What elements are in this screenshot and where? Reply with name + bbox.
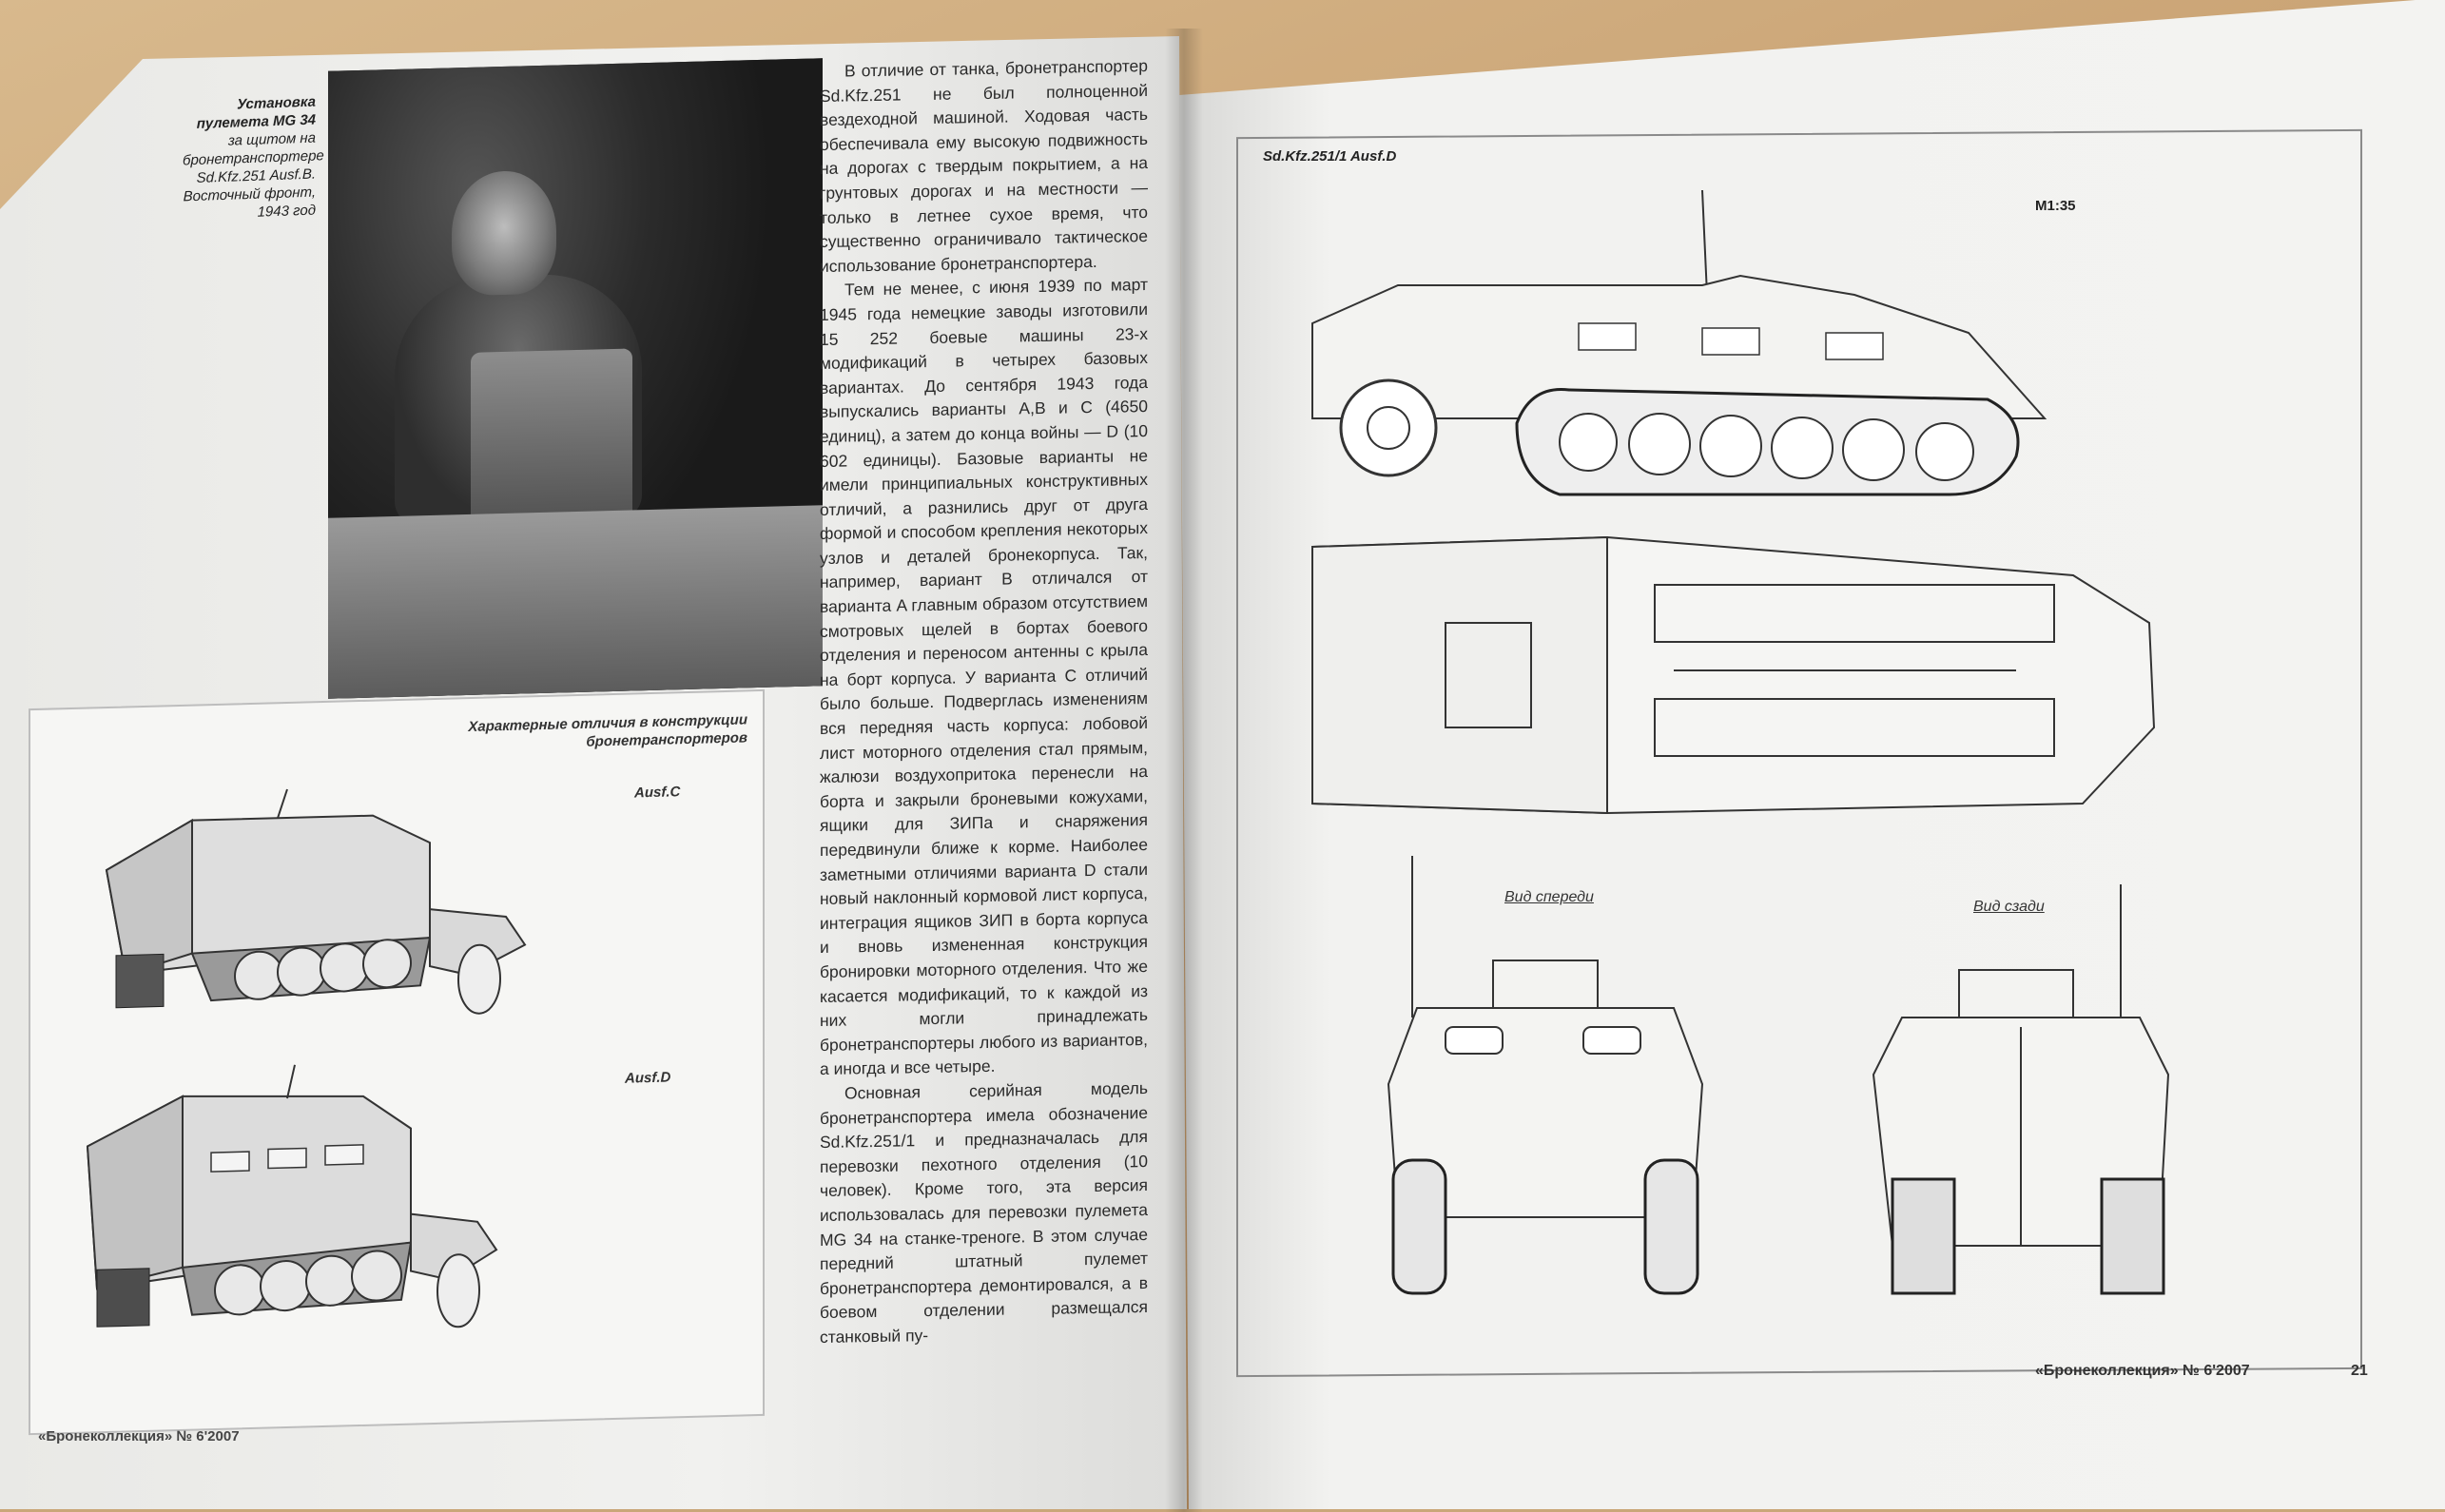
ausf-d-drawing xyxy=(49,1035,715,1356)
spine-gutter xyxy=(1165,29,1203,1512)
photo-vehicle-armor xyxy=(328,505,823,699)
article-paragraph: Тем не менее, с июня 1939 по март 1945 года немецкие заводы изготовили 15 252 боевые машины 23-х модификаций в четырех базовых вариантах. До сентября 1943 года выпускались варианты A,B и C (4650 единиц), а затем до конца войны — D (10 602 единицы). Базовые варианты не имели принципиальных конструктивных отличий, а разнились друг от друга формой и способом крепления некоторых узлов и деталей бронекорпуса. Так, например, вариант B отличался от варианта A главным образом отсутствием смотровых щелей в бортах боевого отделения и переносом антенны с крыла на борт корпуса. У варианта C отличий было больше. Подверглась изменениям вся передняя часть корпуса: лобовой лист моторного отделения стал прямым, жалюзи воздухопритока перенесли на борта и закрыли броневыми кожухами, ящики для ЗИПа и снаряжения передвинули ближе к корме. Наиболее заметными отличиями варианта D стали новый наклонный кормовой лист корпуса, интеграция ящиков ЗИП в борта корпуса и вновь измененная конструкция бронировки моторного отделения. Что же касается модификаций, то к каждой из них могли принадлежать бронетранспортеры любого из вариантов, а иногда и все четыре. xyxy=(820,275,1148,1079)
footer-right: «Бронеколлекция» № 6'2007 xyxy=(2035,1363,2250,1379)
blueprint-scale: M1:35 xyxy=(2035,198,2076,214)
rear-view-drawing xyxy=(1854,865,2197,1312)
photo-soldier-helmet xyxy=(452,170,556,297)
diagram-title: Характерные отличия в конструкции бронетранспортеров xyxy=(468,711,747,750)
article-paragraph: В отличие от танка, бронетранспортер Sd.Kfz.251 не был полноценной вездеходной машиной. Ходовая часть обеспечивала ему высокую подвижность на дорогах с твердым покрытием, а на грунтовых дорогах и на местности — только в летнее сухое время, что существенно ограничивало тактическое использование бронетранспортера. xyxy=(820,55,1148,276)
blueprint-title: Sd.Kfz.251/1 Ausf.D xyxy=(1263,148,1397,165)
side-view-drawing xyxy=(1284,181,2121,523)
front-view-drawing xyxy=(1369,846,1712,1322)
footer-left: «Бронеколлекция» № 6'2007 xyxy=(38,1428,240,1444)
photo-caption-title: Установка пулемета MG 34 xyxy=(196,93,316,132)
article-paragraph: Основная серийная модель бронетранспортера имела обозначение Sd.Kfz.251/1 и предназначалась для перевозки пехотного отделения (10 человек). Кроме того, эта версия использовалась для перевозки пулемета MG 34 на станке-треноге. В этом случае передний штатный пулемет бронетранспортера демонтировался, а в боевом отделении размещался станковый пу- xyxy=(820,1077,1148,1347)
rear-view-label: Вид сзади xyxy=(1973,899,2045,915)
photo-caption-text: за щитом на бронетранспортере Sd.Kfz.251 Ausf.B. Восточный фронт, 1943 год xyxy=(183,129,324,221)
page-number: 21 xyxy=(2351,1363,2368,1379)
soldier-photo xyxy=(328,58,823,699)
front-view-label: Вид спереди xyxy=(1504,889,1594,905)
label-ausf-c: Ausf.C xyxy=(634,784,681,802)
photo-caption xyxy=(183,93,324,224)
ausf-c-drawing xyxy=(87,750,696,1052)
variant-diagram-box xyxy=(29,689,765,1435)
top-view-drawing xyxy=(1293,518,2168,823)
label-ausf-d: Ausf.D xyxy=(625,1069,671,1087)
article-text xyxy=(820,54,1148,1349)
